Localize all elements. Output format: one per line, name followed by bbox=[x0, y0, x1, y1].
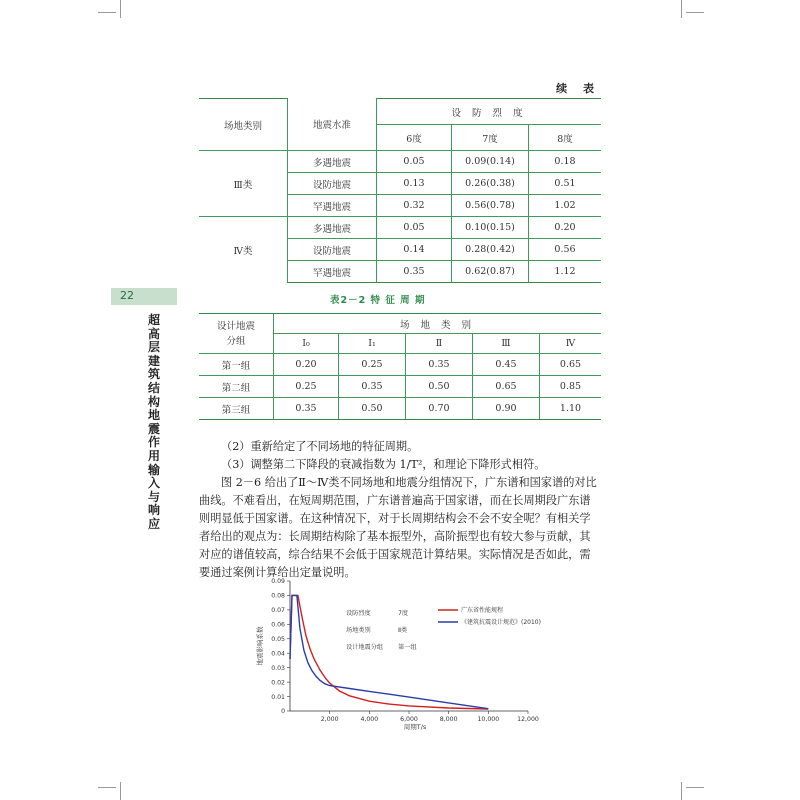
value-cell: 0.65 bbox=[473, 376, 540, 398]
header-site: Ⅳ bbox=[540, 334, 602, 354]
header-site: Ⅰ₀ bbox=[274, 334, 339, 354]
x-tick-label: 4,000 bbox=[360, 716, 379, 723]
value-cell: 0.56 bbox=[529, 239, 602, 261]
site-category-cell: Ⅳ类 bbox=[199, 217, 288, 283]
crop-mark bbox=[98, 12, 116, 13]
value-cell: 0.20 bbox=[274, 354, 339, 376]
value-cell: 0.25 bbox=[339, 354, 406, 376]
crop-mark bbox=[98, 787, 116, 788]
value-cell: 0.85 bbox=[540, 376, 602, 398]
y-tick-label: 0.07 bbox=[271, 607, 285, 615]
level-cell: 罕遇地震 bbox=[288, 195, 377, 217]
site-category-cell: Ⅲ类 bbox=[199, 151, 288, 217]
value-cell: 0.10(0.15) bbox=[452, 217, 529, 239]
annotation-value: 第一组 bbox=[398, 644, 417, 651]
header-site: Ⅰ₁ bbox=[339, 334, 406, 354]
annotation-value: 7度 bbox=[398, 610, 409, 617]
level-cell: 设防地震 bbox=[288, 239, 377, 261]
series-line-2 bbox=[290, 595, 488, 708]
legend-label: 广东省性能规程 bbox=[461, 607, 504, 615]
annotation-label: 设防烈度 bbox=[346, 610, 371, 617]
running-title-char: 建 bbox=[147, 353, 160, 368]
crop-mark bbox=[686, 787, 704, 788]
value-cell: 0.35 bbox=[406, 354, 473, 376]
header-intensity-8: 8度 bbox=[529, 125, 602, 151]
value-cell: 0.90 bbox=[473, 398, 540, 420]
value-cell: 0.26(0.38) bbox=[452, 173, 529, 195]
header-site-category: 场地类别 bbox=[199, 99, 288, 151]
value-cell: 0.14 bbox=[377, 239, 452, 261]
group-cell: 第二组 bbox=[199, 376, 274, 398]
characteristic-period-table bbox=[199, 313, 601, 420]
running-title-char: 响 bbox=[147, 503, 160, 518]
value-cell: 0.35 bbox=[377, 261, 452, 283]
running-title-char: 地 bbox=[147, 408, 160, 423]
running-title-char: 输 bbox=[147, 462, 160, 477]
annotation-label: 场地类别 bbox=[346, 627, 371, 634]
header-intensity: 设 防 烈 度 bbox=[377, 99, 602, 125]
value-cell: 0.35 bbox=[274, 398, 339, 420]
value-cell: 0.05 bbox=[377, 151, 452, 173]
header-site: Ⅲ bbox=[473, 334, 540, 354]
paragraph: 图 2－6 给出了Ⅱ～Ⅳ类不同场地和地震分组情况下，广东谱和国家谱的对比曲线。不难看出，在短周期范围，广东谱普遍高于国家谱，而在长周期段广东谱则明显低于国家谱。在这种情况下，对于长周期结构会不会不安全呢？有相关学者给出的观点为：长周期结构除了基本振型外，高阶振型也有较大参与贡献，其对应的谱值较高，综合结果不会低于国家规范计算结果。实际情况是否如此，需要通过案例计算给出定量说明。 bbox=[199, 476, 597, 579]
annotation-label: 设计地震分组 bbox=[346, 644, 384, 651]
series-line-1 bbox=[290, 595, 488, 709]
body-text bbox=[199, 438, 601, 582]
header-group bbox=[199, 314, 274, 354]
y-tick-label: 0.05 bbox=[271, 635, 285, 643]
level-cell: 多遇地震 bbox=[288, 217, 377, 239]
value-cell: 0.05 bbox=[377, 217, 452, 239]
value-cell: 1.12 bbox=[529, 261, 602, 283]
group-cell: 第一组 bbox=[199, 354, 274, 376]
value-cell: 0.13 bbox=[377, 173, 452, 195]
value-cell: 0.25 bbox=[274, 376, 339, 398]
crop-mark bbox=[120, 782, 121, 800]
header-group-text: 设计地震分组 bbox=[216, 320, 255, 347]
y-tick-label: 0.06 bbox=[271, 621, 285, 629]
x-tick-label: 6,000 bbox=[400, 716, 418, 723]
level-cell: 罕遇地震 bbox=[288, 261, 377, 283]
value-cell: 0.65 bbox=[540, 354, 602, 376]
running-title-char: 与 bbox=[147, 489, 160, 504]
value-cell: 0.56(0.78) bbox=[452, 195, 529, 217]
y-tick-label: 0.01 bbox=[271, 693, 285, 701]
running-title-char: 构 bbox=[147, 394, 160, 409]
y-tick-label: 0.03 bbox=[271, 664, 285, 672]
running-title-char: 超 bbox=[147, 313, 160, 327]
annotation-value: Ⅱ类 bbox=[398, 627, 408, 634]
running-title-char: 入 bbox=[147, 476, 160, 491]
y-tick-label: 0 bbox=[281, 708, 285, 716]
crop-mark bbox=[681, 782, 682, 800]
group-cell: 第三组 bbox=[199, 398, 274, 420]
y-tick-label: 0.09 bbox=[271, 578, 285, 586]
value-cell: 0.45 bbox=[473, 354, 540, 376]
level-cell: 设防地震 bbox=[288, 173, 377, 195]
running-title-char: 筑 bbox=[147, 367, 160, 382]
paragraph: （2）重新给定了不同场地的特征周期。 bbox=[221, 440, 419, 453]
header-site-category: 场 地 类 别 bbox=[274, 314, 602, 334]
value-cell: 0.09(0.14) bbox=[452, 151, 529, 173]
level-cell: 多遇地震 bbox=[288, 151, 377, 173]
value-cell: 0.70 bbox=[406, 398, 473, 420]
x-tick-label: 2,000 bbox=[320, 716, 339, 723]
running-title-char: 震 bbox=[147, 421, 160, 436]
x-tick-label: 8,000 bbox=[439, 716, 458, 723]
value-cell: 1.10 bbox=[540, 398, 602, 420]
value-cell: 0.62(0.87) bbox=[452, 261, 529, 283]
running-title-char: 应 bbox=[147, 516, 160, 531]
running-title-char: 结 bbox=[147, 380, 160, 395]
crop-mark bbox=[681, 0, 682, 18]
value-cell: 1.02 bbox=[529, 195, 602, 217]
paragraph: （3）调整第二下降段的衰减指数为 1/T²，和理论下降形式相符。 bbox=[221, 458, 546, 471]
value-cell: 0.20 bbox=[529, 217, 602, 239]
header-intensity-7: 7度 bbox=[452, 125, 529, 151]
crop-mark bbox=[120, 0, 121, 18]
value-cell: 0.32 bbox=[377, 195, 452, 217]
table-caption: 表2－2 特 征 周 期 bbox=[330, 295, 426, 306]
page-number: 22 bbox=[120, 289, 134, 302]
running-title-char: 用 bbox=[147, 448, 160, 463]
value-cell: 0.51 bbox=[529, 173, 602, 195]
legend-label: 《建筑抗震设计规范》(2010) bbox=[461, 619, 541, 627]
value-cell: 0.18 bbox=[529, 151, 602, 173]
y-tick-label: 0.02 bbox=[271, 679, 285, 687]
x-tick-label: 12,000 bbox=[517, 716, 539, 723]
crop-mark bbox=[686, 12, 704, 13]
response-spectrum-chart bbox=[240, 575, 541, 731]
running-title-char: 作 bbox=[147, 435, 160, 450]
x-tick-label: 10,000 bbox=[477, 716, 500, 723]
value-cell: 0.50 bbox=[339, 398, 406, 420]
continued-label: 续 表 bbox=[556, 82, 600, 95]
running-title-char: 层 bbox=[147, 340, 160, 355]
header-intensity-6: 6度 bbox=[377, 125, 452, 151]
value-cell: 0.35 bbox=[339, 376, 406, 398]
y-tick-label: 0.04 bbox=[271, 650, 285, 658]
y-axis-label: 地震影响系数 bbox=[256, 626, 264, 666]
seismic-coefficient-table bbox=[199, 98, 601, 283]
y-tick-label: 0.08 bbox=[271, 592, 285, 600]
x-axis-label: 周期T/s bbox=[403, 723, 427, 731]
header-earthquake-level: 地震水准 bbox=[288, 99, 377, 151]
running-title-char: 高 bbox=[147, 326, 160, 341]
running-title bbox=[146, 314, 162, 532]
value-cell: 0.50 bbox=[406, 376, 473, 398]
header-site: Ⅱ bbox=[406, 334, 473, 354]
value-cell: 0.28(0.42) bbox=[452, 239, 529, 261]
